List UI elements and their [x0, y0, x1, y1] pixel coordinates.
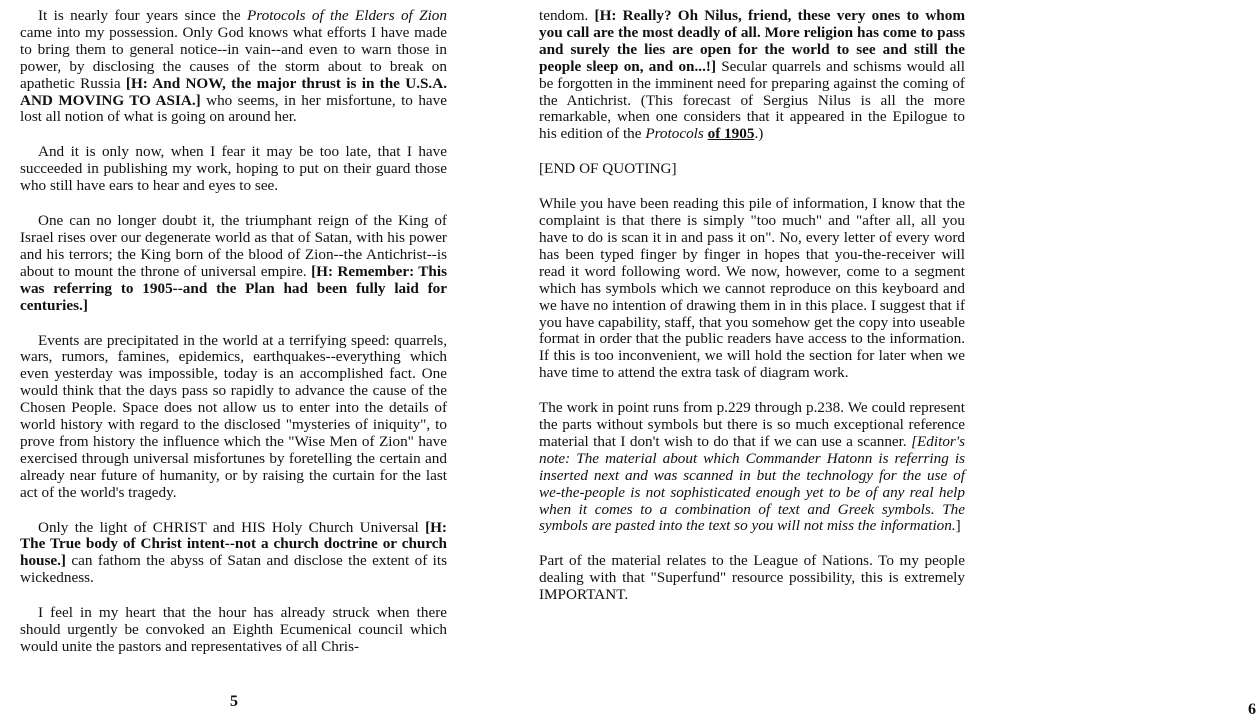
body-text: The work in point runs from p.229 through p.238. We could represent the parts without symbols but there is so much exceptional reference material that I don't wish to do that if we can use a scanner.	[539, 399, 965, 450]
body-text: .)	[754, 125, 764, 143]
body-text: One can no longer doubt it, the triumphant reign of the King of Israel rises over our degenerate world as that of Satan, with his power and his terrors; the King born of the blood of Zion--the Antichrist--is about to mount the throne of universal empire.	[20, 212, 447, 280]
right-page	[494, 0, 1256, 721]
paragraph	[539, 196, 965, 382]
paragraph	[20, 8, 447, 126]
hatonn-comment: [H: Really? Oh Nilus, friend, these very ones to whom you call are the most deadly of all. More religion has come to pass and surely the lies are open for the world to see and still the people sleep on, and on...!]	[539, 7, 965, 75]
body-text: can fathom the abyss of Satan and disclose the extent of its wickedness.	[20, 552, 447, 587]
right-page-text	[539, 8, 965, 622]
paragraph	[539, 400, 965, 535]
page-number: 6	[1248, 701, 1256, 718]
body-text: ]	[955, 517, 961, 535]
body-text: And it is only now, when I fear it may be too late, that I have succeeded in publishing my work, hoping to put on their guard those who still have ears to hear and eyes to see.	[20, 143, 447, 195]
body-text: Secular quarrels and schisms would all be forgotten in the imminent need for preparing against the coming of the Antichrist. (This forecast of Sergius Nilus is all the more remarkable, when one considers that it appeared in the Epilogue to his edition of the	[539, 57, 965, 143]
paragraph	[20, 144, 447, 195]
left-page-text	[20, 8, 447, 674]
body-text: Only the light of CHRIST and HIS Holy Church Universal	[38, 518, 426, 536]
body-text: tendom.	[539, 7, 595, 24]
paragraph	[20, 333, 447, 502]
body-text: I feel in my heart that the hour has already struck when there should urgently be convoked an Eighth Ecumenical council which would unite the pastors and representatives of all Chris-	[20, 604, 447, 655]
body-text: came into my possession. Only God knows what efforts I have made to bring them to general notice--in vain--and even to warn those in power, by disclosing the causes of the storm about to break on apathetic Russia	[20, 23, 447, 92]
body-text: It is nearly four years since the	[38, 7, 247, 24]
hatonn-comment: [H: The True body of Christ intent--not a church doctrine or church house.]	[20, 518, 447, 570]
paragraph	[20, 605, 447, 656]
paragraph	[20, 213, 447, 314]
paragraph	[539, 553, 965, 604]
paragraph	[20, 520, 447, 588]
hatonn-comment: [H: Remember: This was referring to 1905--and the Plan had been fully laid for centuries.]	[20, 262, 447, 314]
italic-text: [Editor's note: The material about which Commander Hatonn is referring is inserted next and was scanned in but the technology for the use of we-the-people is not sophisticated enough yet to be of any real help when it comes to a combination of text and Greek symbols. The symbols are pasted into the text so you will not miss the information.	[539, 432, 965, 535]
body-text: Part of the material relates to the League of Nations. To my people dealing with that "Superfund" resource possibility, this is extremely IMPORTANT.	[539, 552, 965, 604]
hatonn-comment: of 1905	[707, 125, 755, 143]
body-text: [END OF QUOTING]	[539, 160, 677, 178]
paragraph	[539, 161, 965, 178]
body-text: While you have been reading this pile of information, I know that the complaint is that there is simply "too much" and "after all, all you have to do is scan it in and pass it on". No, every letter of every word has been typed finger by finger in hopes that you-the-receiver will read it word following word. We now, however, come to a segment which has symbols which we cannot reproduce on this keyboard and we have no intention of drawing them in in this place. I suggest that if you have capability, staff, that you somehow get the copy into useable format in order that the public readers have access to the information. If this is too inconvenient, we will hold the section for later when we have time to attend the extra task of diagram work.	[539, 195, 965, 382]
body-text: Events are precipitated in the world at a terrifying speed: quarrels, wars, rumors, famines, epidemics, earthquakes--everything which even yesterday was impossible, today is an accomplished fact. One would think that the days pass so rapidly to advance the cause of the Chosen People. Space does not allow us to enter into the details of world history with regard to the disclosed "mysteries of iniquity", to prove from history the influence which the "Wise Men of Zion" have exercised through universal misfortunes by foretelling the certain and already near future of humanity, or by raising the curtain for the last act of the world's tragedy.	[20, 331, 447, 501]
italic-text: Protocols of the Elders of Zion	[247, 7, 447, 24]
paragraph	[539, 8, 965, 143]
hatonn-comment: [H: And NOW, the major thrust is in the U.S.A. AND MOVING TO ASIA.]	[20, 74, 447, 109]
body-text: who seems, in her misfortune, to have lost all notion of what is going on around her.	[20, 91, 447, 126]
left-page	[0, 0, 494, 721]
page-number: 5	[230, 693, 238, 710]
italic-text: Protocols	[645, 125, 704, 143]
